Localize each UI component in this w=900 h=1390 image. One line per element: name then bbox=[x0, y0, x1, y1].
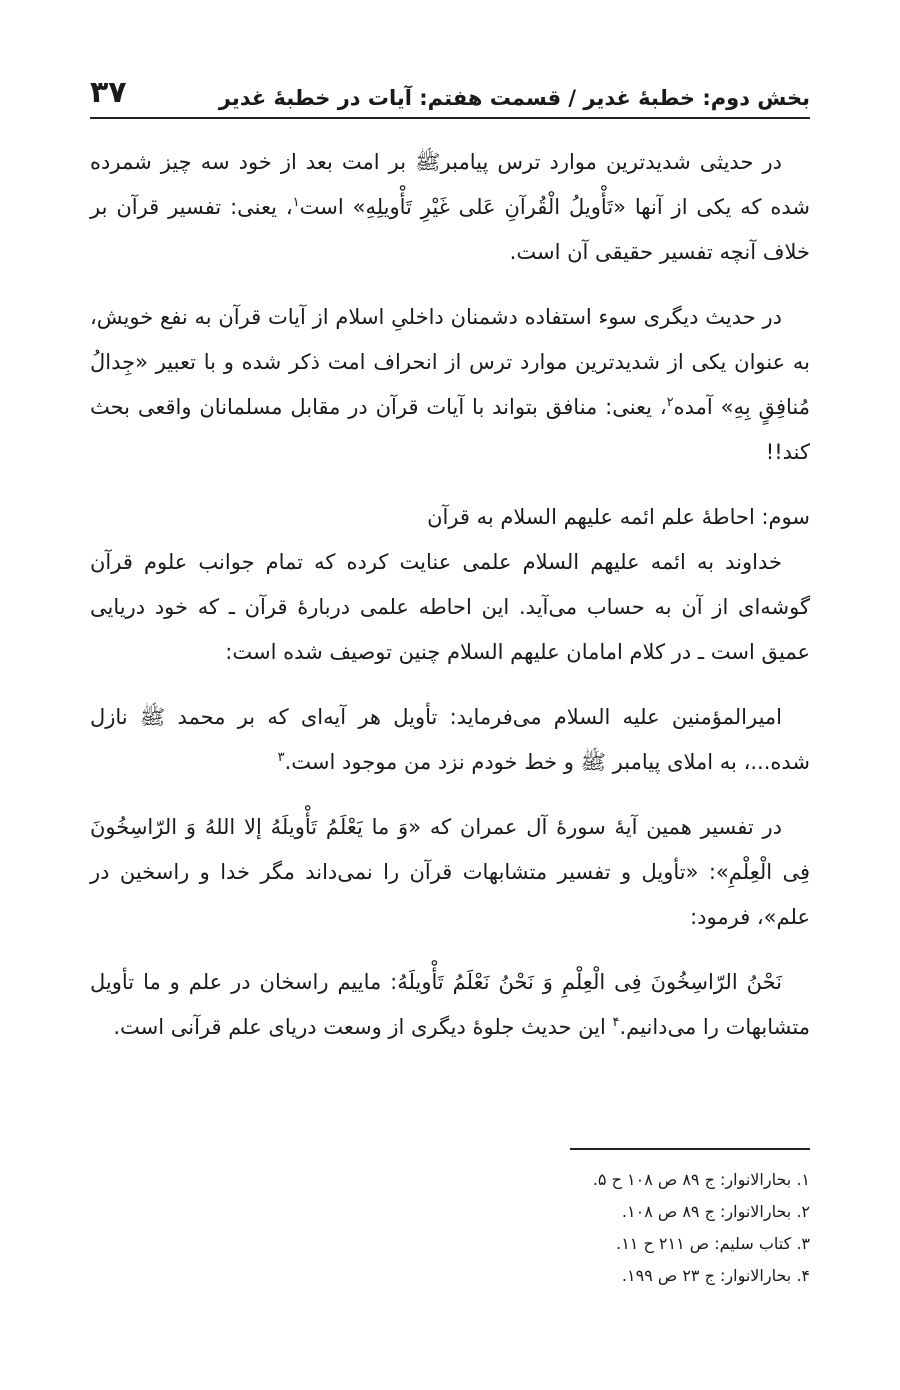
page-number: ۳۷ bbox=[90, 75, 127, 110]
paragraph-5-text-b: »: «تأویل و تفسیر متشابهات قرآن را نمی‌داند مگر خدا و راسخین در علم»، فرمود: bbox=[90, 860, 810, 929]
paragraph-1-text-a: در حدیثی شدیدترین موارد ترس پیامبرﷺ بر امت بعد از خود سه چیز شمرده شده که یکی از آنها « bbox=[90, 150, 811, 219]
book-page bbox=[90, 0, 810, 1390]
paragraph-2-text-c: ، یعنی: منافق بتواند با آیات قرآن در مقابل مسلمانان واقعی بحث کند!! bbox=[90, 395, 810, 464]
paragraph-6-text-a: : ماییم راسخان در علم و ما تأویل متشابهات را می‌دانیم. bbox=[90, 970, 810, 1039]
footnote-item: ۴. بحارالانوار: ج ۲۳ ص ۱۹۹. bbox=[621, 1266, 810, 1285]
hadith-quote-1: تَأْویلُ الْقُرآنِ عَلی غَیْرِ تَأْویلِهِ bbox=[365, 195, 614, 219]
paragraph-6-text-b: این حدیث جلوهٔ دیگری از وسعت دریای علم قرآنی است. bbox=[113, 1015, 613, 1039]
footnote-item: ۱. بحارالانوار: ج ۸۹ ص ۱۰۸ ح ۵. bbox=[592, 1170, 810, 1189]
hadith-quote-2: جِدالُ مُنافِقٍ بِهِ bbox=[90, 350, 810, 419]
paragraph-1-text-b: » است bbox=[299, 195, 366, 219]
section-heading: سوم: احاطهٔ علم ائمه علیهم السلام به قرآن bbox=[427, 505, 810, 529]
footnotes bbox=[90, 1164, 810, 1292]
paragraph-4-text: امیرالمؤمنین علیه السلام می‌فرماید: تأویل هر آیه‌ای که بر محمد ﷺ نازل شده...، به املای پیامبر ﷺ و خط خودم نزد من موجود است. bbox=[90, 705, 810, 774]
paragraph-3: خداوند به ائمه علیهم السلام علمی عنایت کرده که تمام جوانب علوم قرآن گوشه‌ای از آن به حساب می‌آید. این احاطه علمی دربارهٔ قرآن ـ که خود دریایی عمیق است ـ در کلام امامان علیهم السلام چنین توصیف شده است: bbox=[90, 550, 810, 664]
paragraph-6 bbox=[90, 960, 810, 1050]
hadith-quote-3: نَحْنُ الرّاسِخُونَ فِی الْعِلْمِ وَ نَحْنُ نَعْلَمُ تَأْویلَهُ bbox=[397, 970, 782, 994]
footnote-ref-4: ۴ bbox=[612, 1015, 620, 1030]
chapter-title: بخش دوم: خطبهٔ غدیر / قسمت هفتم: آیات در خطبهٔ غدیر bbox=[218, 86, 810, 110]
paragraph-5-text-a: در تفسیر همین آیهٔ سورهٔ آل عمران که « bbox=[408, 815, 782, 839]
paragraph-1-text-c: ، یعنی: تفسیر قرآن بر خلاف آنچه تفسیر حقیقی آن است. bbox=[90, 195, 810, 264]
paragraph-2 bbox=[90, 295, 810, 475]
quran-verse-quote: وَ ما یَعْلَمُ تَأْویلَهُ إلا اللهُ وَ الرّاسِخُونَ فِی الْعِلْمِ bbox=[90, 815, 810, 884]
footnote-item: ۲. بحارالانوار: ج ۸۹ ص ۱۰۸. bbox=[621, 1202, 810, 1221]
paragraph-5 bbox=[90, 805, 810, 940]
header-rule bbox=[90, 117, 810, 119]
paragraph-2-text-a: در حدیث دیگری سوء استفاده دشمنان داخلیِ اسلام از آیات قرآن به نفع خویش، به عنوان یکی از شدیدترین موارد ترس از انحراف امت ذکر شده و با تعبیر « bbox=[90, 305, 810, 374]
paragraph-4 bbox=[90, 695, 810, 785]
paragraph-2-text-b: » آمده bbox=[673, 395, 734, 419]
paragraph-1 bbox=[90, 140, 810, 275]
footnote-item: ۳. کتاب سلیم: ص ۲۱۱ ح ۱۱. bbox=[616, 1234, 810, 1253]
footnote-rule bbox=[570, 1148, 810, 1150]
footnote-ref-3: ۳ bbox=[277, 750, 285, 765]
footnote-ref-1: ۱ bbox=[292, 195, 300, 210]
footnote-ref-2: ۲ bbox=[666, 395, 674, 410]
running-header bbox=[90, 70, 810, 110]
body-text bbox=[90, 140, 810, 1050]
